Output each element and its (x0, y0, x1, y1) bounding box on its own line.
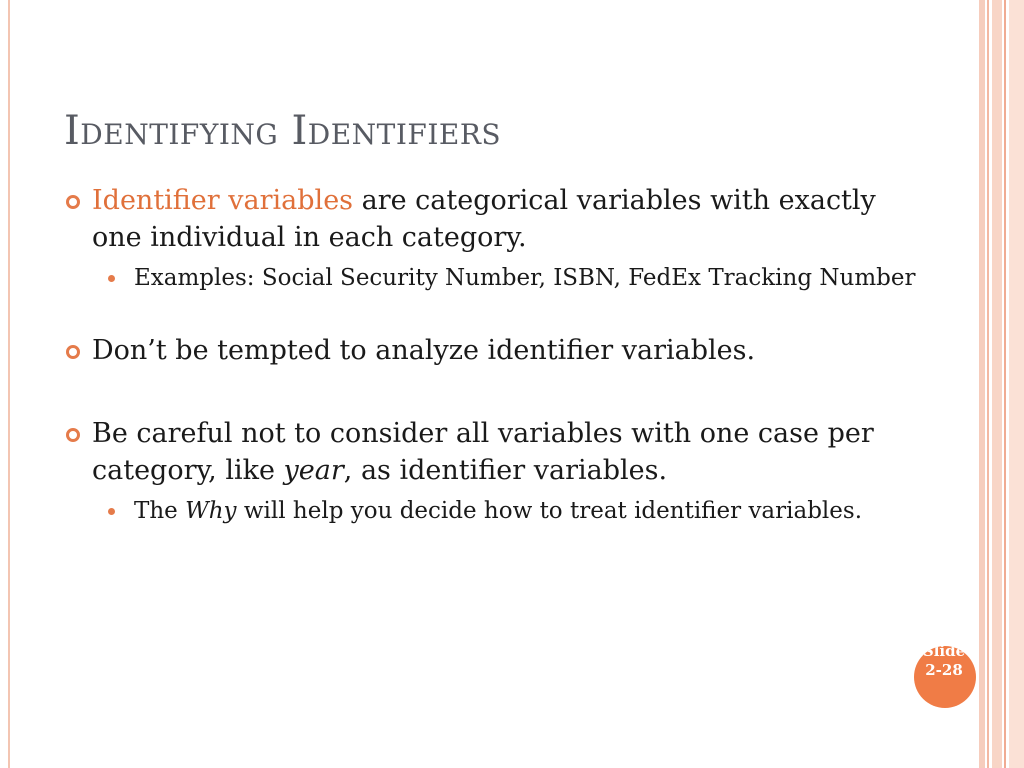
decorative-stripe (1009, 0, 1024, 768)
emphasis-term: year (283, 455, 344, 486)
ring-bullet-icon (66, 345, 80, 359)
sub-bullet-text: will help you decide how to treat identifier variables. (236, 498, 863, 524)
dot-bullet-icon (108, 275, 115, 282)
bullet-item (62, 182, 922, 256)
dot-bullet-icon (108, 508, 115, 515)
sub-bullet-text: Examples: Social Security Number, ISBN, FedEx Tracking Number (134, 265, 916, 291)
sub-bullet-item (62, 495, 922, 527)
decorative-stripe (1004, 0, 1006, 768)
decorative-stripe (992, 0, 1002, 768)
bullet-text: Don’t be tempted to analyze identifier variables. (92, 335, 756, 366)
slide-body (62, 182, 922, 527)
bullet-text: are categorical variables with exactly one individual in each category. (92, 185, 876, 253)
bullet-item (62, 415, 922, 489)
ring-bullet-icon (66, 195, 80, 209)
slide-number-badge (914, 646, 976, 708)
bullet-text: , as identifier variables. (343, 455, 668, 486)
bullet-text: Be careful not to consider all variables with one case per category, like (92, 418, 874, 486)
bullet-item (62, 332, 922, 369)
ring-bullet-icon (66, 428, 80, 442)
key-term: Identifier variables (92, 185, 354, 216)
slide-number-text: Slide 2-28 (922, 646, 966, 679)
left-border-line (8, 0, 10, 768)
slide-title: Identifying Identifiers (64, 108, 502, 154)
decorative-stripe (979, 0, 985, 768)
decorative-stripe (987, 0, 989, 768)
sub-bullet-item (62, 262, 922, 294)
emphasis-term: Why (185, 498, 237, 524)
sub-bullet-text: The (134, 498, 186, 524)
